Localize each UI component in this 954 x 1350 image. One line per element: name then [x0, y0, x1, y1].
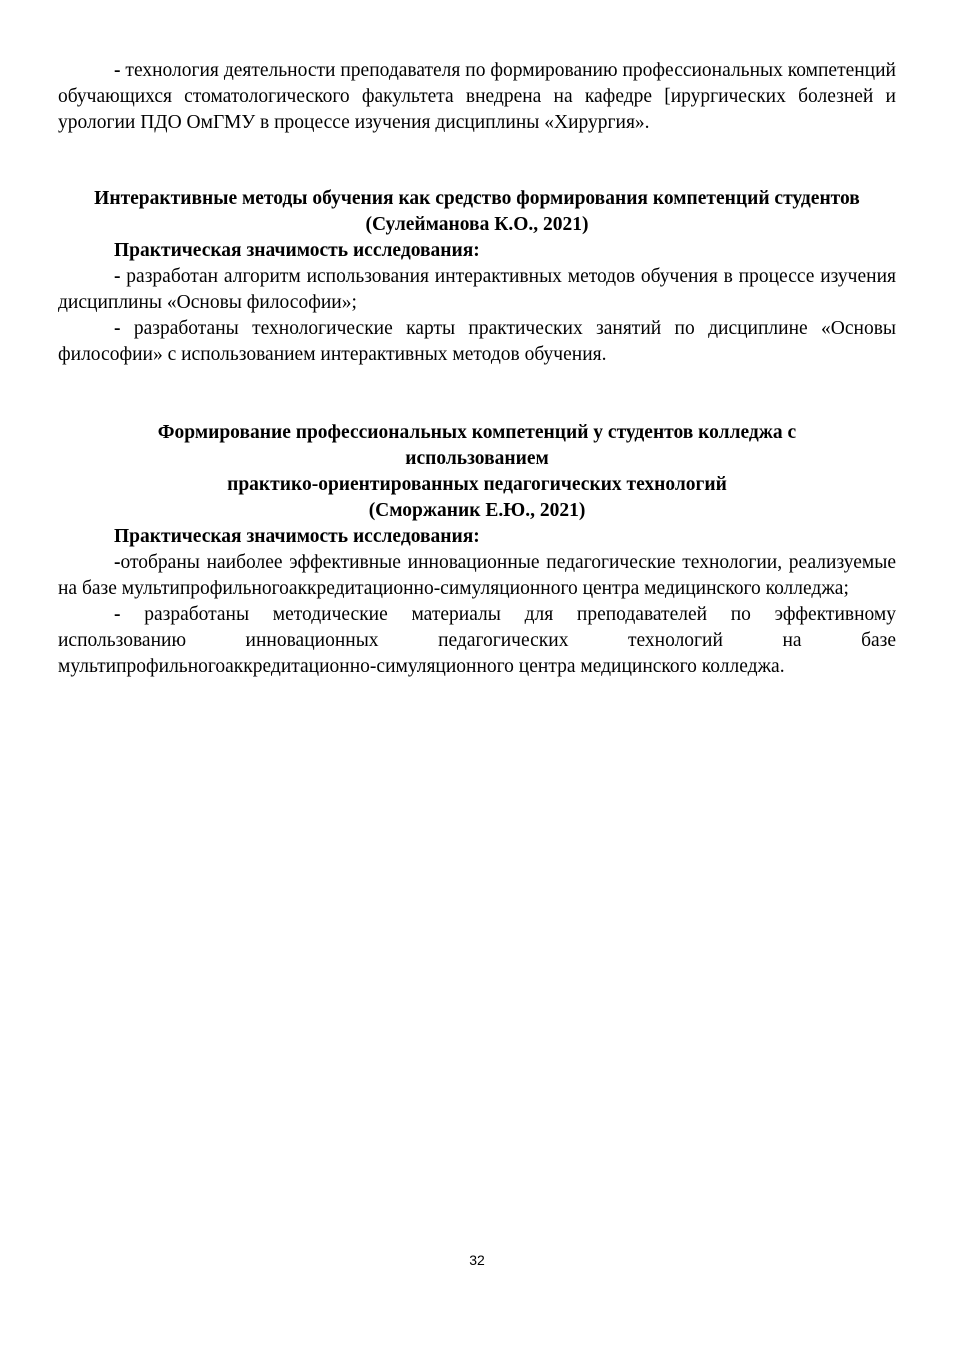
dash-marker: -: [114, 318, 121, 339]
dash-marker: -: [114, 266, 121, 287]
section-1-title-line: Интерактивные методы обучения как средство формирования компетенций студентов: [94, 188, 860, 209]
section-2-item: [58, 550, 896, 602]
section-2-title-line: Формирование профессиональных компетенций у студентов колледжа с использованием: [157, 422, 797, 469]
section-1-author-line: (Сулейманова К.О., 2021): [365, 214, 589, 235]
intro-paragraph: [58, 58, 896, 136]
dash-marker: -: [114, 604, 121, 625]
section-2-title: [58, 420, 896, 524]
section-1-item-text: разработаны технологические карты практических занятий по дисциплине «Основы философии» с использованием интерактивных методов обучения.: [58, 318, 896, 365]
section-1-subheading: Практическая значимость исследования:: [114, 240, 480, 261]
section-2-author-line: (Сморжаник Е.Ю., 2021): [368, 500, 586, 521]
document-page: [58, 58, 896, 680]
section-1: [58, 186, 896, 368]
page-number: 32: [469, 1252, 485, 1268]
section-2: [58, 420, 896, 680]
section-2-item-text: разработаны методические материалы для преподавателей по эффективному использованию инновационных педагогических технологий на базе мультипрофильногоаккредитационно-симуляционного центра медицинского колледжа.: [58, 604, 896, 677]
section-2-subheading: Практическая значимость исследования:: [114, 526, 480, 547]
section-1-item: [58, 264, 896, 316]
section-2-item-text: отобраны наиболее эффективные инновационные педагогические технологии, реализуемые на базе мультипрофильногоаккредитационно-симуляционного центра медицинского колледжа;: [58, 552, 896, 599]
section-1-title: [58, 186, 896, 238]
section-1-item-text: разработан алгоритм использования интерактивных методов обучения в процессе изучения дисциплины «Основы философии»;: [58, 266, 896, 313]
section-2-item: [58, 602, 896, 680]
section-2-title-line: практико-ориентированных педагогических технологий: [227, 474, 727, 495]
dash-marker: -: [114, 552, 121, 573]
intro-text: технология деятельности преподавателя по формированию профессиональных компетенций обучающихся стоматологического факультета внедрена на кафедре [ирургических болезней и урологии ПДО ОмГМУ в процессе изучения дисциплины «Хирургия».: [58, 60, 896, 133]
section-1-item: [58, 316, 896, 368]
dash-marker: -: [114, 60, 121, 81]
